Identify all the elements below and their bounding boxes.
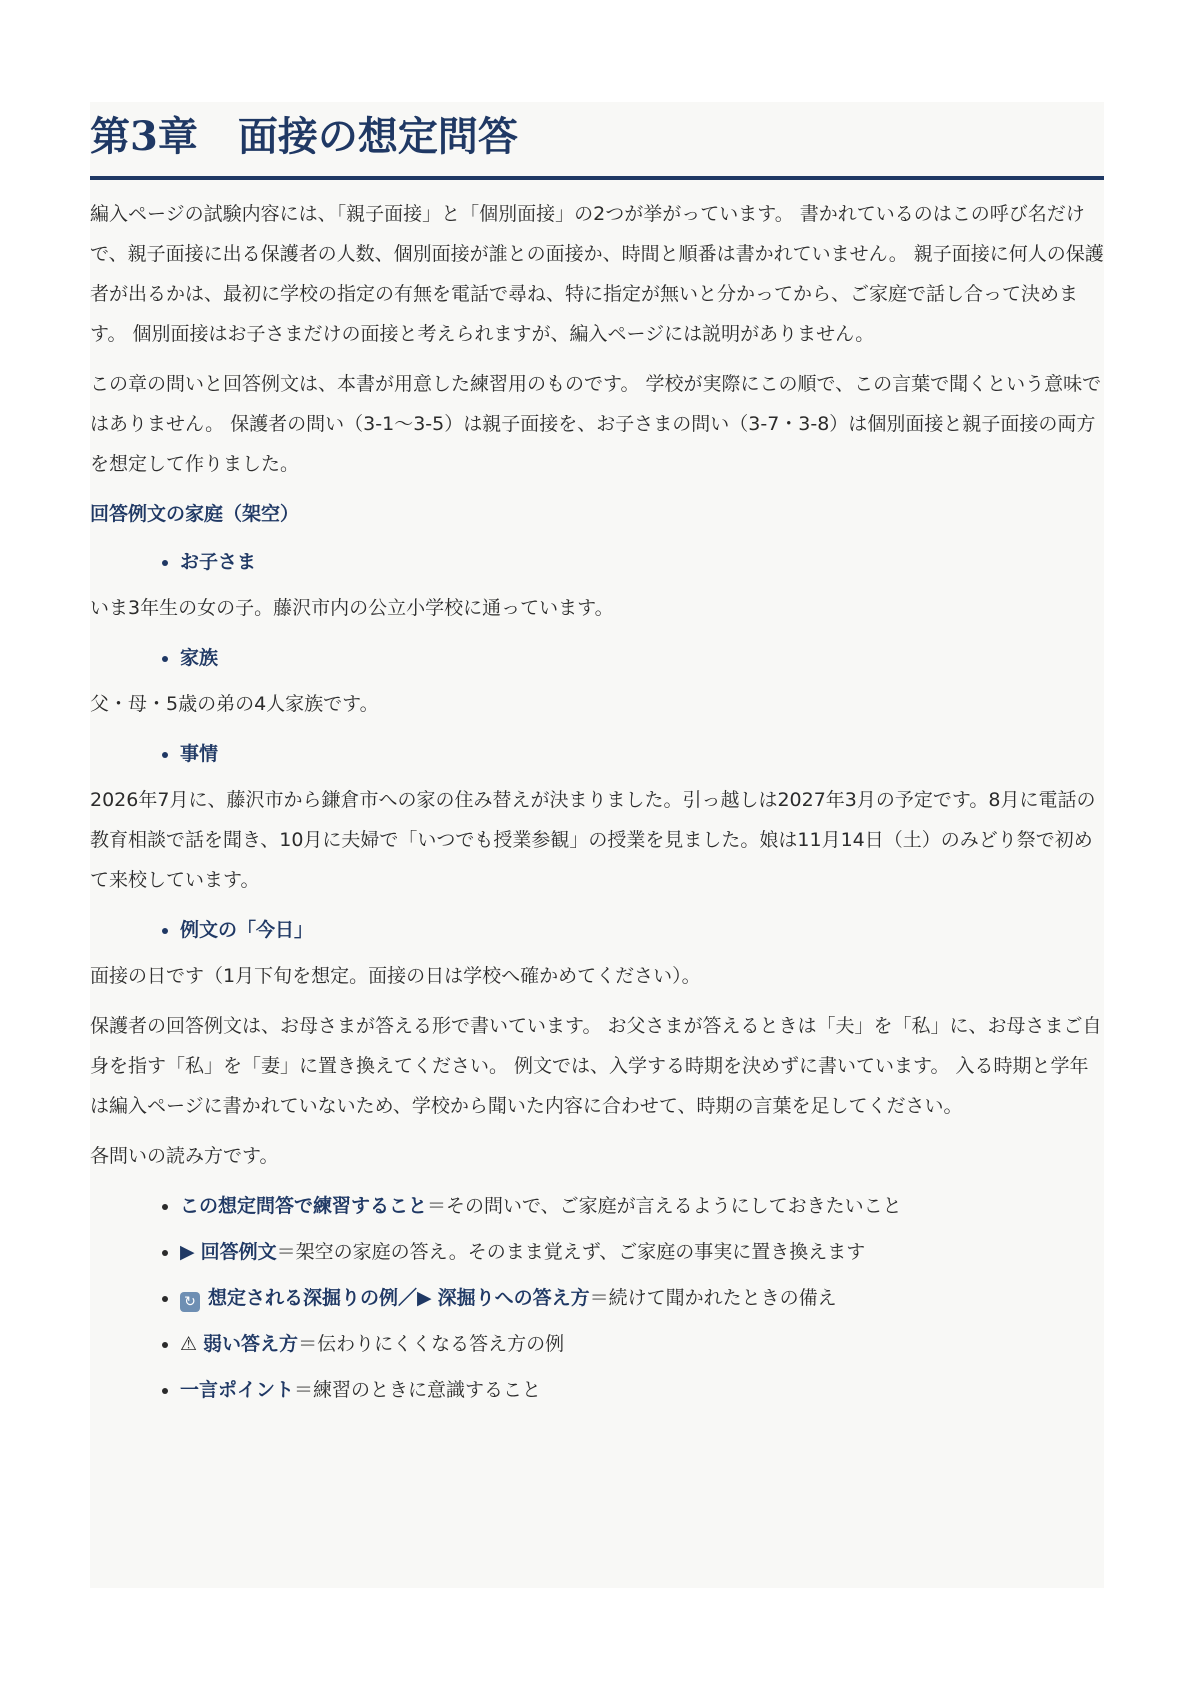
answer-notes-paragraph: 保護者の回答例文は、お母さまが答える形で書いています。 お父さまが答えるときは「夫」を「私」に、お母さまご自身を指す「私」を「妻」に置き換えてください。 例文では、入学する時期を決めずに書いています。 入る時期と学年は編入ページに書かれていないため、学校から聞いた内容に合わせて、時期の言葉を足してください。 bbox=[90, 1015, 1102, 1117]
legend-practice-text: ＝その問いで、ご家庭が言えるようにしておきたいこと bbox=[427, 1195, 902, 1217]
family-section-heading: 回答例文の家庭（架空） bbox=[90, 503, 300, 525]
family-situation-label: • 事情 bbox=[180, 734, 1104, 774]
family-child-text: いま3年生の女の子。藤沢市内の公立小学校に通っています。 bbox=[90, 597, 614, 619]
warning-icon: ⚠ bbox=[180, 1333, 198, 1355]
repeat-icon: ↻ bbox=[180, 1292, 200, 1312]
legend-followup-text: ＝続けて聞かれたときの備え bbox=[589, 1287, 837, 1309]
chapter-title: 第3章 面接の想定問答 bbox=[90, 102, 1104, 180]
family-members-text: 父・母・5歳の弟の4人家族です。 bbox=[90, 693, 379, 715]
legend-answer-keyword: 回答例文 bbox=[200, 1241, 277, 1263]
legend-followup-separator: ／ bbox=[398, 1287, 418, 1309]
family-child-label: • お子さま bbox=[180, 542, 1104, 582]
legend-point-keyword: 一言ポイント bbox=[180, 1379, 295, 1401]
legend-answer-text: ＝架空の家庭の答え。そのまま覚えず、ご家庭の事実に置き換えます bbox=[276, 1241, 866, 1263]
legend-item-answer bbox=[180, 1232, 1104, 1272]
family-today-label: • 例文の「今日」 bbox=[180, 910, 1104, 950]
play-triangle-icon: ▶ bbox=[417, 1287, 432, 1309]
legend-point-text: ＝練習のときに意識すること bbox=[294, 1379, 542, 1401]
document-panel bbox=[90, 102, 1104, 1588]
legend-item-point bbox=[180, 1370, 1104, 1410]
legend-weak-keyword: 弱い答え方 bbox=[203, 1333, 299, 1355]
family-today-list bbox=[90, 910, 1104, 950]
legend-list bbox=[90, 1186, 1104, 1410]
intro-paragraph-1: 編入ページの試験内容には、「親子面接」と「個別面接」の2つが挙がっています。 書かれているのはこの呼び名だけで、親子面接に出る保護者の人数、個別面接が誰との面接か、時間と順番は書かれていません。 親子面接に何人の保護者が出るかは、最初に学校の指定の有無を電話で尋ね、特に指定が無いと分かってから、ご家庭で話し合って決めます。 個別面接はお子さまだけの面接と考えられますが、編入ページには説明がありません。 bbox=[90, 203, 1104, 345]
legend-item-weak bbox=[180, 1324, 1104, 1364]
legend-item-practice bbox=[180, 1186, 1104, 1226]
intro-paragraph-2: この章の問いと回答例文は、本書が用意した練習用のものです。 学校が実際にこの順で、この言葉で聞くという意味ではありません。 保護者の問い（3-1〜3-5）は親子面接を、お子さまの問い（3-7・3-8）は個別面接と親子面接の両方を想定して作りました。 bbox=[90, 373, 1102, 475]
legend-practice-keyword: この想定問答で練習すること bbox=[180, 1195, 428, 1217]
legend-item-followup bbox=[180, 1278, 1104, 1318]
family-situation-list bbox=[90, 734, 1104, 774]
legend-weak-text: ＝伝わりにくくなる答え方の例 bbox=[298, 1333, 565, 1355]
legend-followup-answer-keyword: 深掘りへの答え方 bbox=[437, 1287, 590, 1309]
play-triangle-icon: ▶ bbox=[180, 1241, 195, 1263]
legend-intro: 各問いの読み方です。 bbox=[90, 1145, 279, 1167]
document-body bbox=[90, 180, 1104, 1410]
family-situation-text: 2026年7月に、藤沢市から鎌倉市への家の住み替えが決まりました。引っ越しは2027年3月の予定です。8月に電話の教育相談で話を聞き、10月に夫婦で「いつでも授業参観」の授業を見ました。娘は11月14日（土）のみどり祭で初めて来校しています。 bbox=[90, 789, 1096, 891]
family-child-list bbox=[90, 542, 1104, 582]
family-members-label: • 家族 bbox=[180, 638, 1104, 678]
family-members-list bbox=[90, 638, 1104, 678]
legend-followup-keyword: 想定される深掘りの例 bbox=[208, 1287, 399, 1309]
family-today-text: 面接の日です（1月下旬を想定。面接の日は学校へ確かめてください）。 bbox=[90, 965, 701, 987]
